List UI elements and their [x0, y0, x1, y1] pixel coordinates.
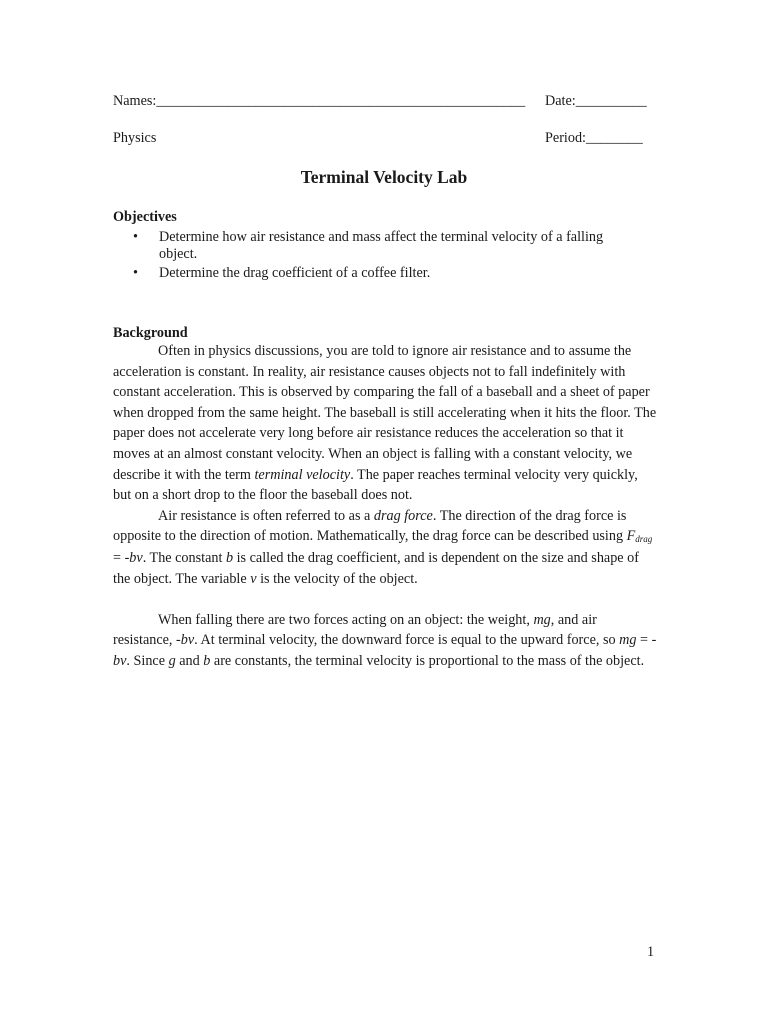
- list-item: [113, 265, 643, 282]
- names-label: Names:: [113, 93, 157, 109]
- background-paragraph-3: When falling there are two forces acting on an object: the weight, mg, and air resistance, -bv. At terminal velocity, the downward force is equal to the upward force, so mg = -bv. Since g and b are constants, the terminal velocity is proportional to the mass of the object.: [113, 611, 657, 669]
- period-blank: ________: [585, 130, 643, 146]
- bullet-icon: •: [133, 265, 138, 281]
- date-label: Date:: [545, 93, 576, 109]
- names-line: [113, 93, 525, 110]
- list-item: [113, 229, 643, 263]
- background-heading: Background: [113, 325, 188, 341]
- page-title: Terminal Velocity Lab: [300, 167, 468, 187]
- page-number: 1: [647, 944, 655, 960]
- date-line: [545, 93, 647, 110]
- background-body: [113, 341, 658, 672]
- background-paragraph-2: Air resistance is often referred to as a drag force. The direction of the drag force is opposite to the direction of motion. Mathematically, the drag force can be described using $F_{drag} = -bv$. The constant b is called the drag coefficient, and is dependent on the size and shape of the object. The variable v is the velocity of the object.: [113, 507, 653, 587]
- background-paragraph-1: Often in physics discussions, you are told to ignore air resistance and to assume the acceleration is constant. In reality, air resistance causes objects not to fall indefinitely with constant acceleration. This is observed by comparing the fall of a baseball and a sheet of paper when dropped from the same height. The baseball is still accelerating when it hits the floor. The paper does not accelerate very long before air resistance reduces the acceleration so that it moves at an almost constant velocity. When an object is falling with a constant velocity, we describe it with the term terminal velocity. The paper reaches terminal velocity very quickly, but on a short drop to the floor the baseball does not.: [113, 343, 657, 504]
- period-label: Period:: [545, 130, 586, 146]
- objective-text: Determine the drag coefficient of a coffee filter.: [159, 265, 431, 281]
- objectives-heading: Objectives: [113, 209, 177, 225]
- bullet-icon: •: [133, 229, 138, 245]
- objective-text: Determine how air resistance and mass affect the terminal velocity of a falling object.: [159, 229, 604, 262]
- subject-label: Physics: [113, 130, 157, 146]
- period-line: [545, 130, 643, 147]
- objectives-list: [113, 229, 643, 284]
- date-blank: __________: [575, 93, 647, 109]
- names-blank: ____________________________________________________: [156, 93, 526, 109]
